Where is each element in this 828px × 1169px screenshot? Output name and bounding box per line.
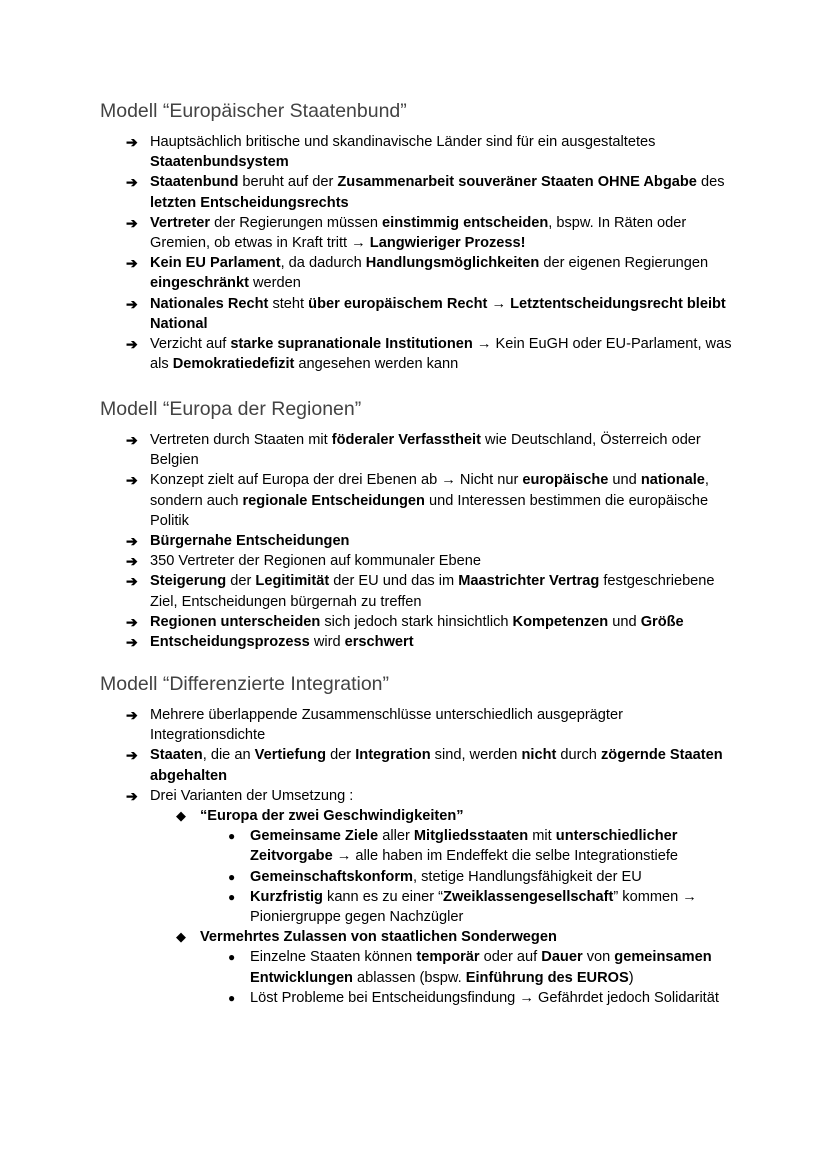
bold-text: Staatenbund: [150, 174, 239, 191]
bold-text: Legitimität: [255, 573, 330, 590]
bold-text: Mitgliedsstaaten: [413, 828, 529, 845]
dot-bullet-icon: ●: [228, 869, 236, 884]
bold-text: Zweiklassengesellschaft: [443, 888, 614, 905]
bold-text: Nationales Recht: [150, 295, 269, 312]
bold-text: regionale Entscheidungen: [242, 492, 425, 509]
text: ” kommen → Pioniergruppe gegen Nachzügler: [250, 888, 697, 926]
bold-text: europäische: [522, 472, 609, 489]
text: sich jedoch stark hinsichtlich: [320, 613, 513, 630]
text: , die an: [202, 747, 255, 764]
text: und: [608, 613, 641, 630]
text: steht: [268, 295, 309, 312]
bold-text: temporär: [416, 949, 480, 966]
list-item: [100, 470, 740, 531]
text: und: [608, 472, 641, 489]
text: angesehen werden kann: [294, 356, 459, 373]
bold-text: nationale: [640, 472, 705, 489]
list-item: [100, 571, 740, 611]
bold-text: Steigerung: [150, 573, 227, 590]
text: Verzicht auf: [150, 336, 231, 353]
bold-text: Kurzfristig: [250, 888, 323, 905]
text: Einzelne Staaten können: [250, 949, 417, 966]
section-europaeischer-staatenbund: [100, 98, 740, 374]
bold-text: Zusammenarbeit souveräner Staaten OHNE Abgabe: [337, 174, 697, 191]
text: sind, werden: [430, 747, 522, 764]
text: oder auf: [479, 949, 542, 966]
section-heading: Modell “Europa der Regionen”: [100, 398, 362, 420]
bold-text: erschwert: [344, 634, 414, 651]
bold-text: einstimmig entscheiden: [382, 214, 549, 231]
text: der eigenen Regierungen: [539, 255, 709, 272]
text: Drei Varianten der Umsetzung :: [150, 787, 354, 804]
list-item: [100, 806, 740, 826]
text: Mehrere überlappende Zusammenschlüsse unterschiedlich ausgeprägter Integrationsdichte: [150, 707, 623, 744]
text: Vertreten durch Staaten mit: [150, 432, 332, 448]
bold-text: eingeschränkt: [150, 275, 249, 292]
arrow-bullet-icon: ➔: [126, 214, 138, 231]
bold-text: Kompetenzen: [512, 613, 609, 630]
list-item: [100, 705, 740, 745]
arrow-bullet-icon: ➔: [126, 255, 138, 272]
text: mit: [528, 828, 556, 845]
text: werden: [248, 275, 301, 292]
arrow-bullet-icon: ➔: [126, 573, 138, 590]
bold-text: unterschiedlicher Zeitvorgabe: [250, 828, 678, 865]
arrow-bullet-icon: ➔: [126, 634, 138, 651]
list-item: [100, 430, 740, 470]
list-item: [100, 786, 740, 806]
bold-text: Handlungsmöglichkeiten: [365, 255, 540, 272]
bold-text: Vertreter: [150, 214, 211, 231]
bold-text: Kein EU Parlament: [150, 255, 281, 272]
bold-text: Vertiefung: [254, 747, 327, 764]
bold-text: nicht: [521, 747, 557, 764]
bold-text: “Europa der zwei Geschwindigkeiten”: [200, 808, 464, 825]
text: wie Deutschland, Österreich oder Belgien: [150, 432, 701, 469]
list-item: [100, 887, 740, 927]
text: wird: [309, 634, 345, 651]
text: der EU und das im: [329, 573, 459, 590]
text: , sondern auch: [150, 472, 709, 509]
text: , stetige Handlungsfähigkeit der EU: [413, 868, 642, 885]
list-item: [100, 612, 740, 632]
text: von: [582, 949, 615, 966]
list-item: [100, 132, 740, 172]
text: und Interessen bestimmen die europäische Politik: [150, 492, 709, 529]
arrow-bullet-icon: ➔: [126, 472, 138, 489]
text: , bspw. In Räten oder Gremien, ob etwas in Kraft tritt →: [150, 214, 687, 252]
bold-text: föderaler Verfasstheit: [331, 432, 481, 448]
arrow-bullet-icon: ➔: [126, 432, 138, 448]
text: ablassen (bspw.: [352, 969, 466, 986]
bullet-list: [100, 430, 740, 652]
list-item: [100, 531, 740, 551]
list-item: [100, 253, 740, 293]
section-heading: Modell “Europäischer Staatenbund”: [100, 100, 407, 122]
section-heading: Modell “Differenzierte Integration”: [100, 673, 390, 695]
arrow-bullet-icon: ➔: [126, 613, 138, 630]
arrow-bullet-icon: ➔: [126, 707, 138, 723]
arrow-bullet-icon: ➔: [126, 787, 138, 804]
arrow-bullet-icon: ➔: [126, 747, 138, 764]
bold-text: über europäischem Recht → Letztentscheidungsrecht bleibt National: [150, 295, 726, 332]
bold-text: Vermehrtes Zulassen von staatlichen Sonderwegen: [200, 929, 557, 946]
dot-bullet-icon: ●: [228, 990, 236, 1005]
arrow-bullet-icon: ➔: [126, 336, 138, 353]
dot-bullet-icon: ●: [228, 889, 236, 904]
bold-text: Regionen unterscheiden: [150, 613, 321, 630]
bold-text: starke supranationale Institutionen: [230, 336, 473, 353]
text: der Regierungen müssen: [210, 214, 383, 231]
text: der: [326, 747, 356, 764]
list-item: [100, 927, 740, 947]
bold-text: Größe: [640, 613, 684, 630]
text: durch: [556, 747, 601, 764]
list-item: [100, 988, 740, 1008]
text: → Kein EuGH oder EU-Parlament, was als: [150, 336, 732, 373]
section-europa-der-regionen: [100, 396, 740, 652]
bold-text: Einführung des EUROS: [465, 969, 629, 986]
list-item: [100, 632, 740, 652]
list-item: [100, 294, 740, 334]
bold-text: Integration: [355, 747, 431, 764]
list-item: [100, 213, 740, 253]
bold-text: Entscheidungsprozess: [150, 634, 310, 651]
bold-text: zögernde Staaten abgehalten: [150, 747, 723, 784]
bold-text: Gemeinsame Ziele: [250, 828, 379, 845]
bold-text: Bürgernahe Entscheidungen: [150, 533, 350, 550]
list-item: [100, 745, 740, 785]
text: aller: [378, 828, 414, 845]
dot-bullet-icon: ●: [228, 950, 236, 965]
list-item: [100, 172, 740, 212]
text: → alle haben im Endeffekt die selbe Integrationstiefe: [332, 848, 679, 865]
bold-text: Staaten: [150, 747, 203, 764]
arrow-bullet-icon: ➔: [126, 174, 138, 191]
list-item: [100, 947, 740, 987]
bullet-list: [100, 132, 740, 374]
text: kann es zu einer “: [322, 888, 444, 905]
text: festgeschriebene Ziel, Entscheidungen bürgernah zu treffen: [150, 573, 715, 610]
text: , da dadurch: [280, 255, 366, 272]
bullet-list: [100, 705, 740, 1008]
arrow-bullet-icon: ➔: [126, 295, 138, 312]
bold-text: Maastrichter Vertrag: [458, 573, 600, 590]
bold-text: Langwieriger Prozess!: [369, 235, 526, 252]
arrow-bullet-icon: ➔: [126, 533, 138, 550]
text: des: [696, 174, 725, 191]
bold-text: Dauer: [541, 949, 583, 966]
text: Konzept zielt auf Europa der drei Ebenen ab → Nicht nur: [150, 472, 523, 489]
text: Löst Probleme bei Entscheidungsfindung → Gefährdet jedoch Solidarität: [250, 989, 719, 1006]
bold-text: gemeinsamen Entwicklungen: [250, 949, 712, 986]
list-item: [100, 334, 740, 374]
bold-text: Gemeinschaftskonform: [250, 868, 414, 885]
list-item: [100, 826, 740, 866]
diamond-bullet-icon: ◆: [176, 808, 186, 824]
text: ): [628, 969, 634, 986]
arrow-bullet-icon: ➔: [126, 553, 138, 570]
text: 350 Vertreter der Regionen auf kommunaler Ebene: [150, 553, 481, 570]
bold-text: Demokratiedefizit: [172, 356, 295, 373]
list-item: [100, 867, 740, 887]
arrow-bullet-icon: ➔: [126, 134, 138, 150]
diamond-bullet-icon: ◆: [176, 929, 186, 945]
text: Hauptsächlich britische und skandinavische Länder sind für ein ausgestaltetes: [150, 134, 656, 150]
text: der: [226, 573, 256, 590]
bold-text: Staatenbundsystem: [150, 154, 289, 171]
dot-bullet-icon: ●: [228, 829, 236, 844]
section-differenzierte-integration: [100, 671, 740, 1008]
bold-text: letzten Entscheidungsrechts: [150, 194, 349, 211]
list-item: [100, 551, 740, 571]
text: beruht auf der: [238, 174, 338, 191]
